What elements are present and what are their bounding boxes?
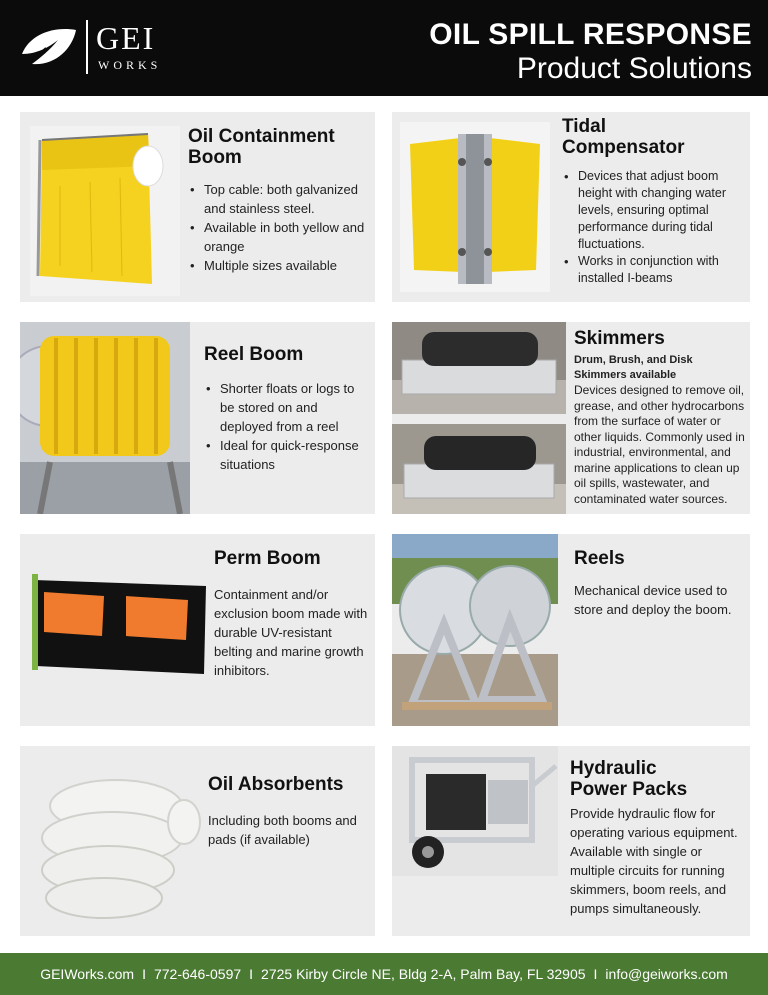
list-item: • Shorter floats or logs to be stored on and deployed from a reel — [204, 379, 372, 436]
tidal-compensator-photo — [400, 122, 550, 292]
card-perm-boom — [20, 534, 375, 726]
page-header — [0, 0, 768, 96]
card-skimmers — [392, 322, 750, 514]
card-reels — [392, 534, 750, 726]
reel-boom-bullets — [204, 379, 372, 474]
logo-divider — [86, 20, 88, 74]
tidal-compensator-title-line2: Compensator — [562, 137, 685, 158]
footer-separator: I — [249, 966, 254, 982]
brush-skimmer-photo — [392, 424, 566, 514]
oil-absorbents-description: Including both booms and pads (if available) — [208, 813, 357, 847]
list-item: • Ideal for quick-response situations — [204, 436, 372, 474]
reel-boom-photo — [20, 322, 190, 514]
containment-boom-title-line1: Oil Containment — [188, 126, 335, 147]
reels-photo — [392, 534, 558, 726]
hydraulic-title-line2: Power Packs — [570, 779, 688, 800]
page-title: OIL SPILL RESPONSE — [429, 18, 752, 51]
reels-description: Mechanical device used to store and deploy the boom. — [574, 583, 732, 617]
card-oil-absorbents — [20, 746, 375, 936]
logo-wordmark: GEI — [96, 20, 156, 56]
footer-phone-link[interactable]: 772-646-0597 — [153, 966, 242, 982]
leaf-logo-icon — [20, 24, 78, 70]
tidal-compensator-bullets — [562, 168, 746, 287]
skimmers-description: Devices designed to remove oil, grease, and other hydrocarbons from the surface of water or other liquids. Commonly used in industrial, environmental, and marine applications to clean up oil spills, wastewater, and contaminated water sources. — [574, 383, 745, 506]
list-item: • Devices that adjust boom height with changing water levels, ensuring optimal performance during tidal fluctuations. — [562, 168, 746, 253]
footer-email-link[interactable]: info@geiworks.com — [605, 966, 728, 982]
oil-absorbents-title: Oil Absorbents — [208, 774, 344, 795]
footer-separator: I — [593, 966, 598, 982]
hydraulic-power-pack-photo — [392, 746, 558, 876]
gei-works-logo[interactable] — [20, 16, 170, 76]
perm-boom-title: Perm Boom — [214, 548, 321, 569]
reel-boom-title: Reel Boom — [204, 344, 304, 365]
list-item: • Multiple sizes available — [188, 256, 368, 275]
list-item: • Works in conjunction with installed I-beams — [562, 253, 746, 287]
tidal-compensator-title-line1: Tidal — [562, 116, 606, 137]
reels-title: Reels — [574, 548, 625, 569]
containment-boom-title-line2: Boom — [188, 147, 242, 168]
footer-website-link[interactable]: GEIWorks.com — [40, 966, 135, 982]
drum-skimmer-photo — [392, 322, 566, 414]
page-subtitle: Product Solutions — [516, 52, 752, 85]
skimmers-title: Skimmers — [574, 328, 665, 349]
footer-address: 2725 Kirby Circle NE, Bldg 2-A, Palm Bay, FL 32905 — [261, 966, 586, 982]
perm-boom-photo — [30, 570, 210, 680]
hydraulic-description: Provide hydraulic flow for operating various equipment. Available with single or multiple circuits for running skimmers, boom reels, and pumps simultaneously. — [570, 806, 738, 916]
perm-boom-description: Containment and/or exclusion boom made with durable UV-resistant belting and marine growth inhibitors. — [214, 587, 368, 678]
page-footer — [0, 953, 768, 995]
logo-subtext: WORKS — [98, 58, 162, 72]
containment-boom-photo — [30, 126, 180, 296]
list-item: • Available in both yellow and orange — [188, 218, 368, 256]
footer-separator: I — [142, 966, 146, 982]
card-reel-boom — [20, 322, 375, 514]
list-item: • Top cable: both galvanized and stainless steel. — [188, 180, 368, 218]
skimmers-subtitle: Drum, Brush, and Disk Skimmers available — [574, 354, 693, 381]
card-hydraulic-power-packs — [392, 746, 750, 936]
card-oil-containment-boom — [20, 112, 375, 302]
oil-absorbents-photo — [34, 762, 204, 926]
containment-boom-bullets — [188, 180, 368, 275]
card-tidal-compensator — [392, 112, 750, 302]
hydraulic-title-line1: Hydraulic — [570, 758, 657, 779]
